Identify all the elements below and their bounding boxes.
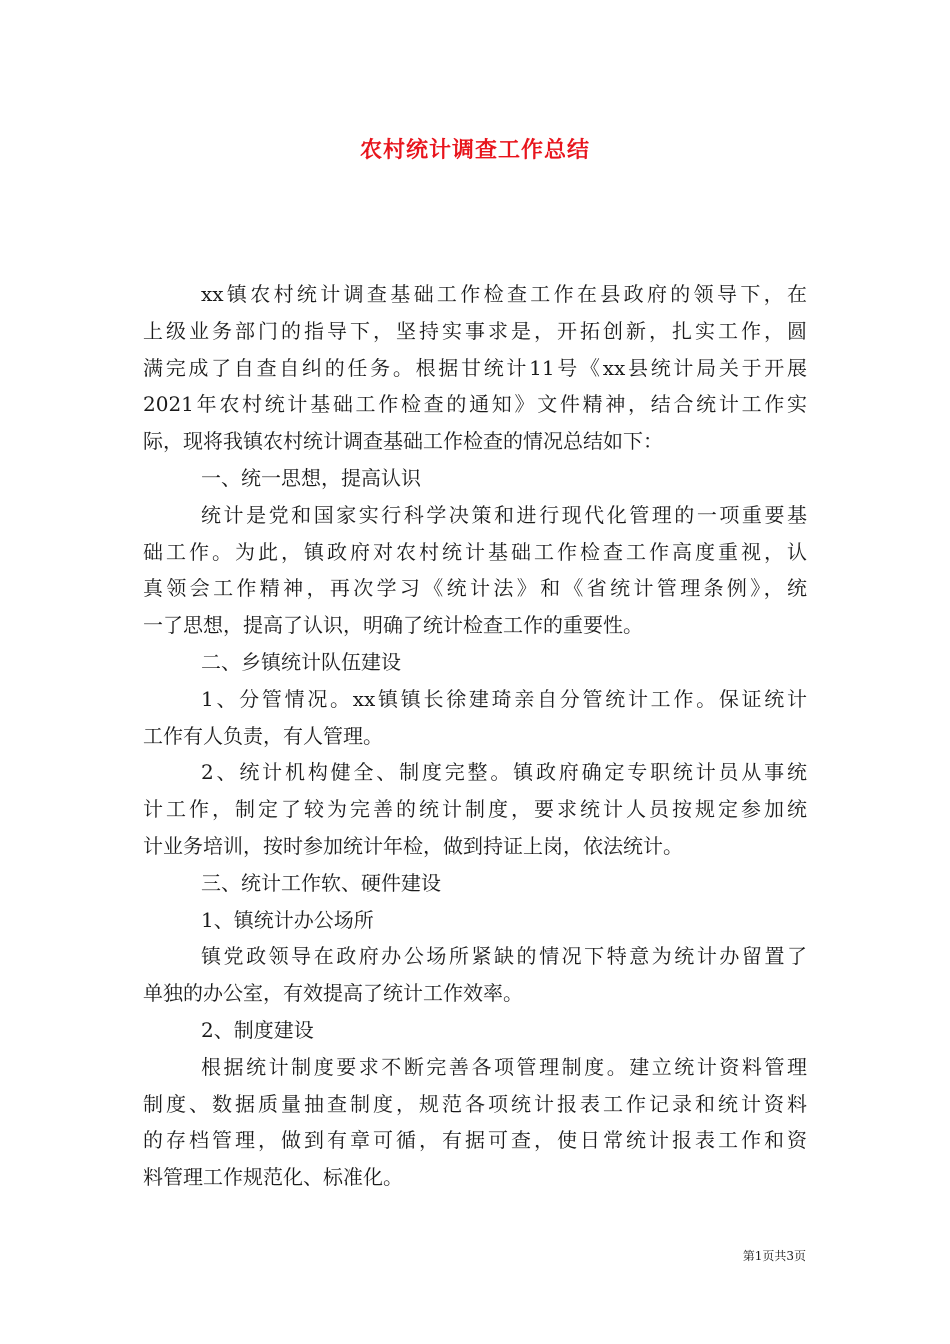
body-line: 的存档管理，做到有章可循，有据可查，使日常统计报表工作和资 (143, 1128, 807, 1153)
body-line: 工作有人负责，有人管理。 (143, 723, 383, 748)
body-line: 2、统计机构健全、制度完整。镇政府确定专职统计员从事统 (201, 760, 807, 785)
body-line: 真领会工作精神，再次学习《统计法》和《省统计管理条例》，统 (143, 576, 807, 601)
document-title: 农村统计调查工作总结 (359, 137, 590, 163)
section-heading: 一、统一思想，提高认识 (201, 465, 421, 490)
subsection-heading: 1、镇统计办公场所 (201, 907, 374, 932)
body-line: 上级业务部门的指导下，坚持实事求是，开拓创新，扎实工作，圆 (143, 318, 807, 343)
body-line: 制度、数据质量抽查制度，规范各项统计报表工作记录和统计资料 (143, 1091, 807, 1116)
section-heading: 三、统计工作软、硬件建设 (201, 870, 441, 895)
document-body (143, 276, 807, 1196)
body-line: 一了思想，提高了认识，明确了统计检查工作的重要性。 (143, 613, 643, 638)
body-line: 计工作，制定了较为完善的统计制度，要求统计人员按规定参加统 (143, 797, 807, 822)
body-line: 计业务培训，按时参加统计年检，做到持证上岗，依法统计。 (143, 833, 683, 858)
body-line: 料管理工作规范化、标准化。 (143, 1165, 403, 1190)
body-line: 际，现将我镇农村统计调查基础工作检查的情况总结如下： (143, 429, 663, 454)
body-line: 满完成了自查自纠的任务。根据甘统计11号《xx县统计局关于开展 (143, 355, 807, 380)
body-line: 镇党政领导在政府办公场所紧缺的情况下特意为统计办留置了 (201, 944, 807, 969)
body-line: 2021年农村统计基础工作检查的通知》文件精神，结合统计工作实 (143, 392, 807, 417)
page-number: 第1页共3页 (742, 1249, 806, 1263)
body-line: xx镇农村统计调查基础工作检查工作在县政府的领导下，在 (201, 282, 807, 306)
body-line: 统计是党和国家实行科学决策和进行现代化管理的一项重要基 (201, 502, 807, 527)
subsection-heading: 2、制度建设 (201, 1017, 314, 1042)
body-line: 根据统计制度要求不断完善各项管理制度。建立统计资料管理 (201, 1054, 807, 1079)
body-line: 1、分管情况。xx镇镇长徐建琦亲自分管统计工作。保证统计 (201, 686, 807, 711)
body-line: 础工作。为此，镇政府对农村统计基础工作检查工作高度重视，认 (143, 539, 807, 564)
body-line: 单独的办公室，有效提高了统计工作效率。 (143, 981, 523, 1006)
section-heading: 二、乡镇统计队伍建设 (201, 649, 401, 674)
